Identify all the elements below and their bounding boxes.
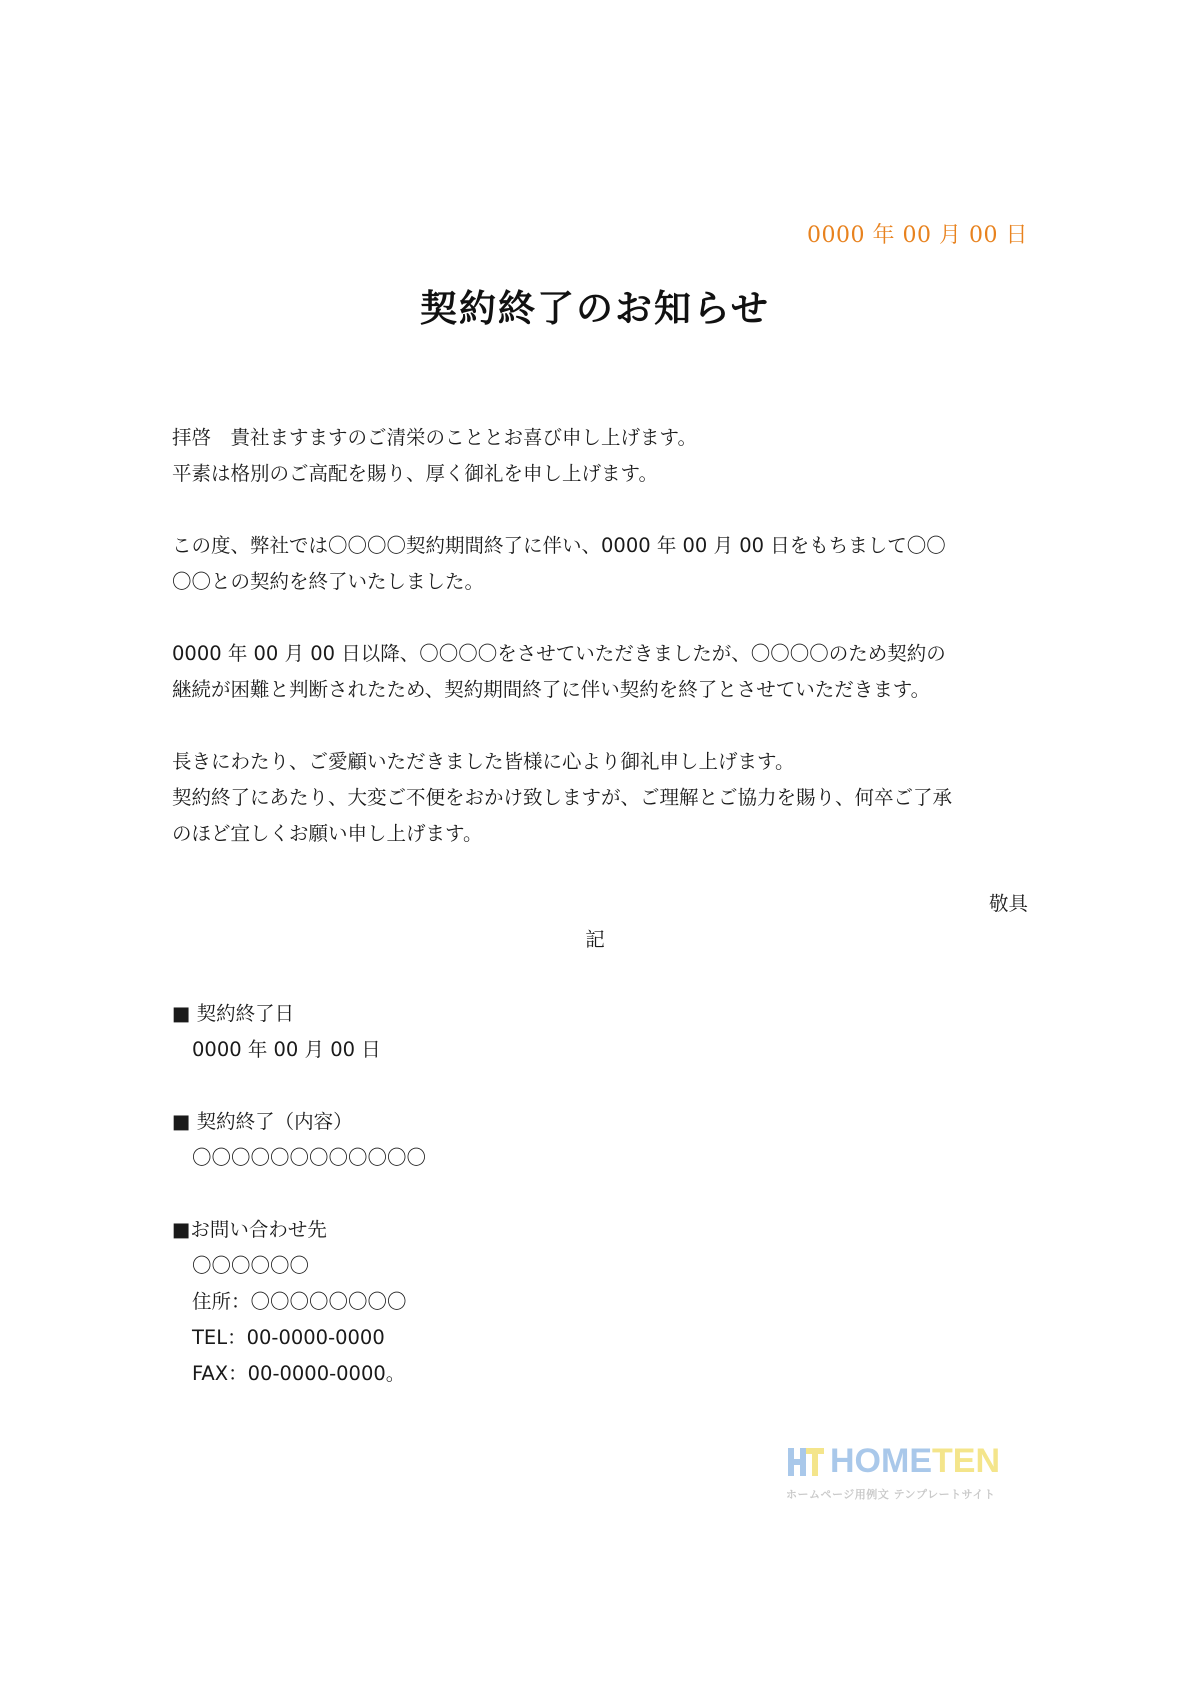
contact-section	[172, 1212, 426, 1392]
ki-heading: 記	[585, 928, 605, 951]
logo-word-ten: TEN	[932, 1442, 1000, 1480]
letter-body	[172, 420, 1032, 888]
logo-wordmark	[830, 1442, 1000, 1481]
document-date: 0000 年 00 月 00 日	[807, 223, 1028, 248]
text-line: のほど宜しくお願い申し上げます。	[172, 822, 483, 845]
text-line: 拝啓 貴社ますますのご清栄のこととお喜び申し上げます。	[172, 426, 697, 449]
thanks-paragraph	[172, 744, 1032, 852]
contact-name: 〇〇〇〇〇〇	[192, 1254, 310, 1277]
text-line: この度、弊社では〇〇〇〇契約期間終了に伴い、0000 年 00 月 00 日をもちまして〇〇	[172, 534, 946, 557]
end-date-section	[172, 996, 426, 1068]
content-heading: ■ 契約終了（内容）	[172, 1110, 353, 1133]
logo-subtitle: ホームページ用例文 テンプレートサイト	[786, 1488, 996, 1501]
hometen-logo	[786, 1444, 1016, 1504]
greeting-paragraph	[172, 420, 1032, 492]
hometen-logo-mark-icon	[786, 1446, 826, 1478]
details-section	[172, 996, 426, 1428]
text-line: 平素は格別のご高配を賜り、厚く御礼を申し上げます。	[172, 462, 658, 485]
document-title: 契約終了のお知らせ	[420, 286, 770, 330]
contact-fax: FAX：00-0000-0000。	[192, 1362, 406, 1385]
end-date-value: 0000 年 00 月 00 日	[192, 1038, 381, 1061]
text-line: 長きにわたり、ご愛顧いただきました皆様に心より御礼申し上げます。	[172, 750, 795, 773]
text-line: 〇〇との契約を終了いたしました。	[172, 570, 485, 593]
content-section	[172, 1104, 426, 1176]
text-line: 0000 年 00 月 00 日以降、〇〇〇〇をさせていただきましたが、〇〇〇〇のため契約の	[172, 642, 946, 665]
text-line: 契約終了にあたり、大変ご不便をおかけ致しますが、ご理解とご協力を賜り、何卒ご了承	[172, 786, 953, 809]
reason-paragraph	[172, 636, 1032, 708]
logo-word-home: HOME	[830, 1442, 932, 1480]
text-line: 継続が困難と判断されたため、契約期間終了に伴い契約を終了とさせていただきます。	[172, 678, 931, 701]
contact-heading: ■お問い合わせ先	[172, 1218, 327, 1241]
announcement-paragraph	[172, 528, 1032, 600]
closing-phrase: 敬具	[988, 892, 1028, 915]
contact-tel: TEL：00-0000-0000	[192, 1326, 385, 1349]
contact-address: 住所：〇〇〇〇〇〇〇〇	[192, 1290, 407, 1313]
end-date-heading: ■ 契約終了日	[172, 1002, 295, 1025]
content-value: 〇〇〇〇〇〇〇〇〇〇〇〇	[192, 1146, 427, 1169]
